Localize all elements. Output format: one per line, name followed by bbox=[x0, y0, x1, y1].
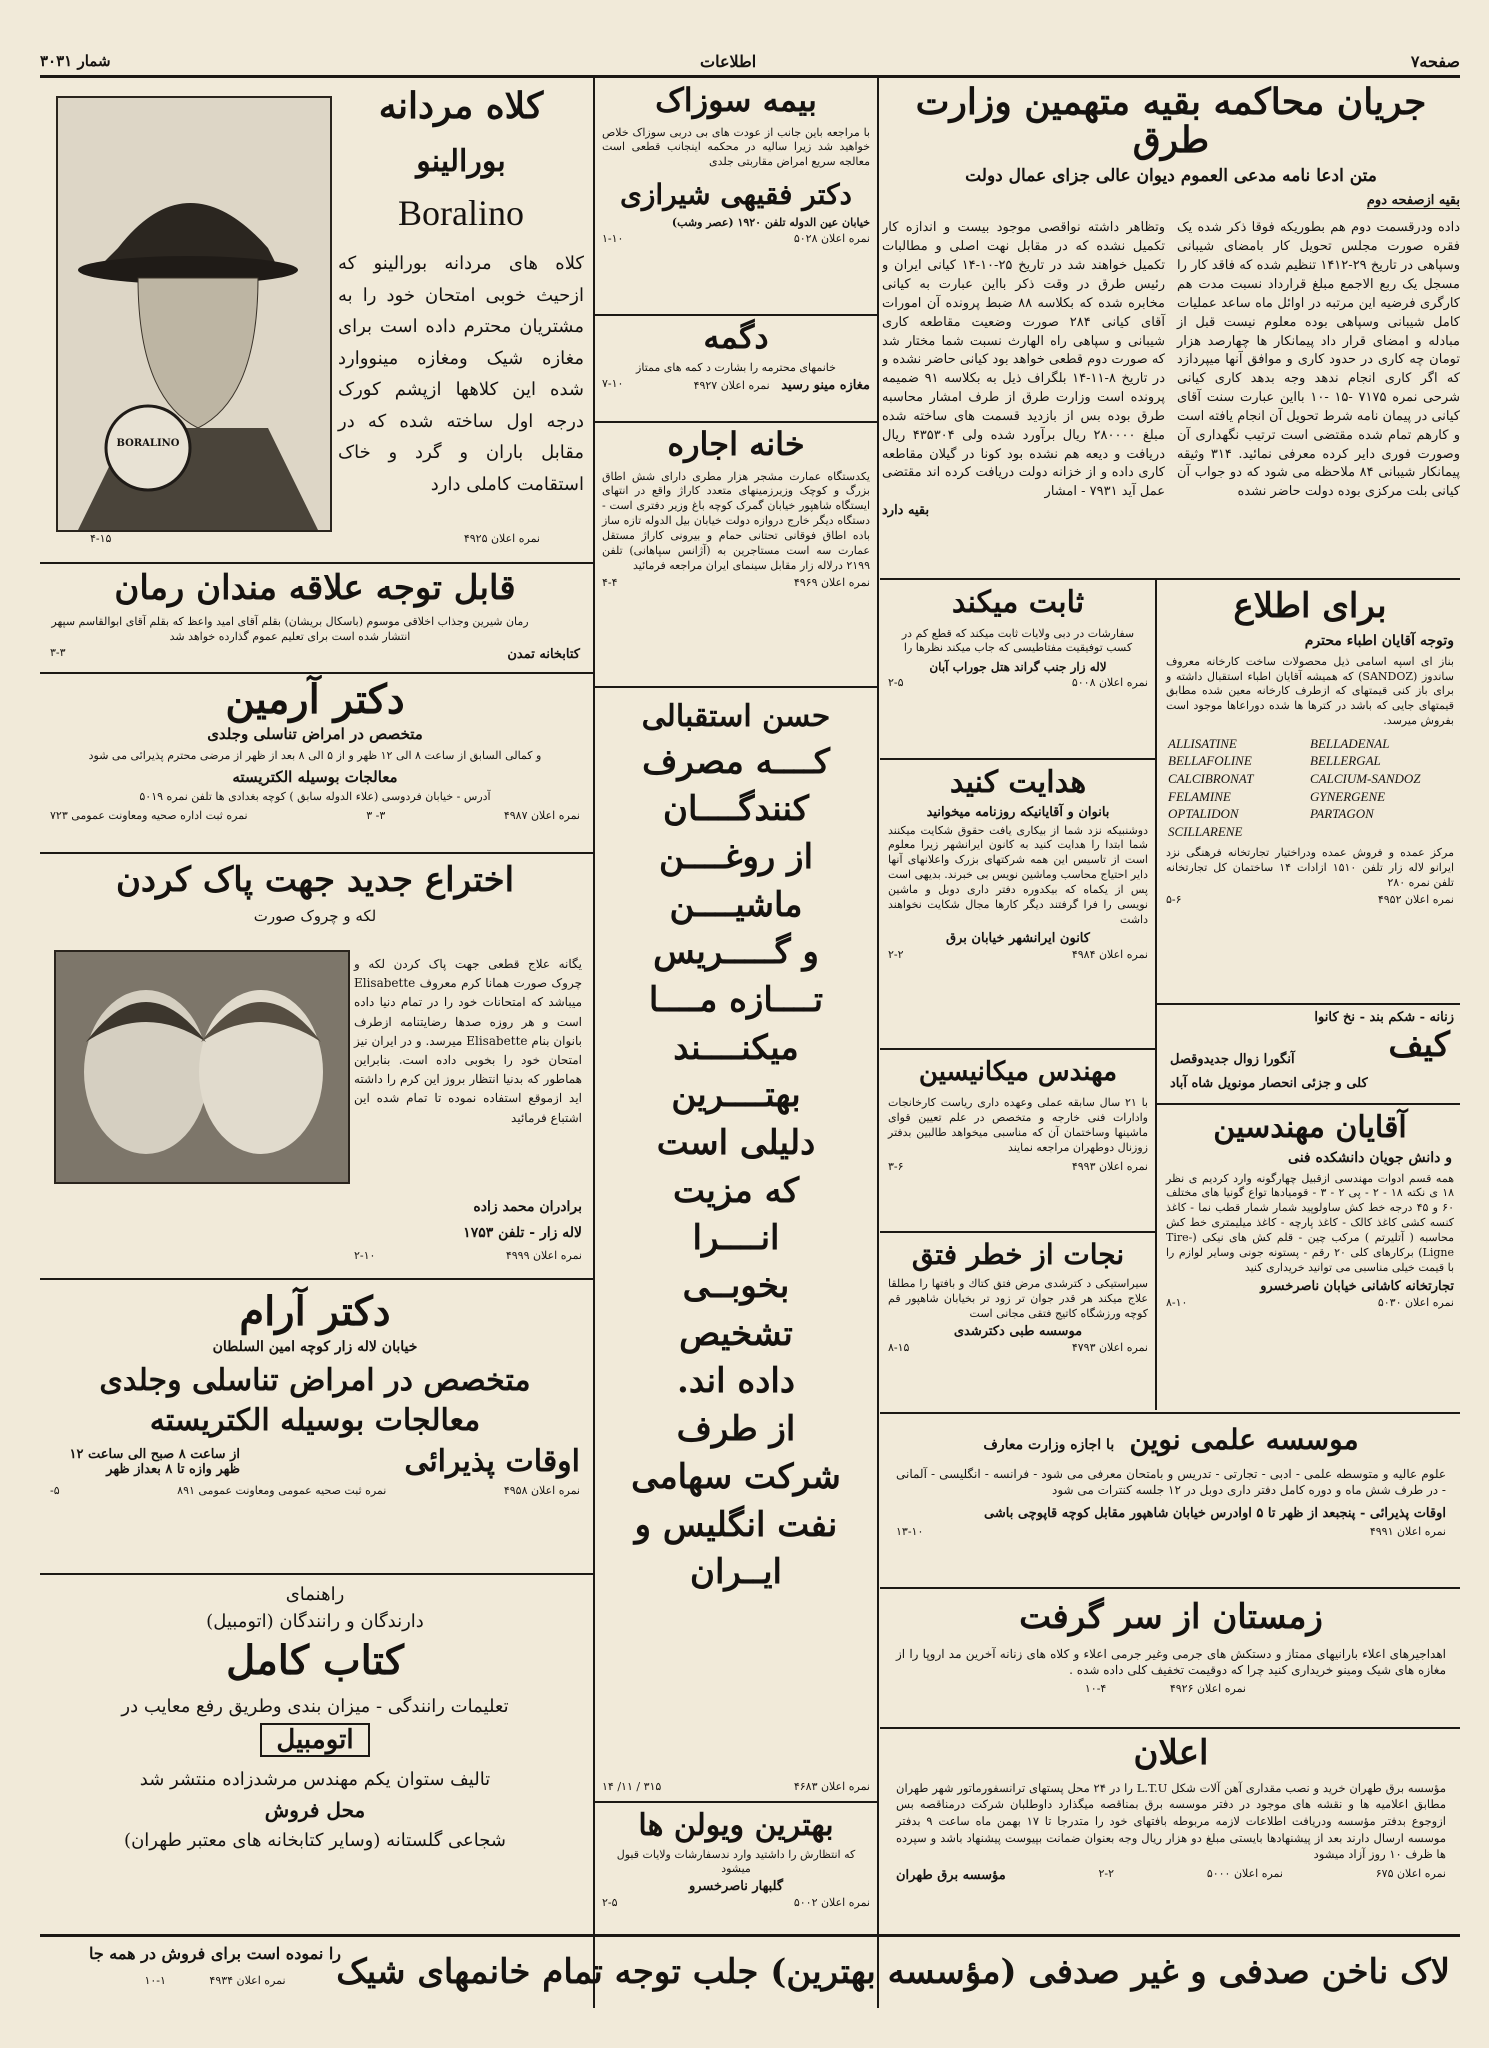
insurance-body: با مراجعه باین جانب از عودت های بی دربی سوزاک خلاص خواهید شد زیرا سالیه در محکمه اینجانب قطعی است معالجه سریع امراض مقاربتی جلدی bbox=[602, 125, 870, 169]
paper-name: اطلاعات bbox=[700, 52, 757, 71]
book-seller: شجاعی گلستانه (وسایر کتابخانه های معتبر طهران) bbox=[124, 1830, 506, 1851]
notice-ad bbox=[882, 1730, 1460, 1930]
oil-line: بهتــــرین bbox=[671, 1075, 801, 1116]
info-product: GYNERGENE bbox=[1310, 788, 1386, 804]
aram-hours: از ساعت ۸ صبح الی ساعت ۱۲ ظهر وازه تا ۸ بعداز ظهر bbox=[69, 1446, 240, 1477]
trial-column-right: داده ودرقسمت دوم هم بطوریکه فوقا ذکر شده یک فقره صورت مجلس تحویل کار بامضای شیبانی وسپاهی در تاریخ ۲۹-۱۴۱۲ تنظیم شده که فاقد کار را مسجل یک ربع الاجمع مبلغ قرارداد نسبت مدت هم کارگری فرضیه این مرتبه در اوائل ماه ساعد عملیات کامل شیبانی وسپاهی بوده معلوم نیست قبل از مبادله و امضای قرار داد پیمانکار ها چهارصد هزار تومان چه کاری در حدود کاری و موافق آنها میپردازد که اگر کاری انجام ندهد وجه بدهد کاری کیانی شرحی نمره ۷۱۷۵ -۱۵ -۱۰ بااین عبارت سنت آقای کیانی در پیمان نامه شرط تحویل آن انجام یافته است و کارهم تمام شده مقتضی است ترتیب نگهداری آن وصورت فوری دایر کرده معرفی نمائید. ۳۱۴ وثیقه پیمانکار شیبانی ۸۴ ملاحظه می شود که دو جواب آن کیانی بلت مرکزی بوده دولت حاضر نشده bbox=[1177, 220, 1460, 500]
institute-headline: موسسه علمی نوین bbox=[1129, 1423, 1359, 1456]
bag-headline: کیف bbox=[1388, 1025, 1450, 1065]
bag-line1: زنانه - شکم بند - نخ کانوا bbox=[1314, 1010, 1454, 1025]
institute-ref: نمره اعلان ۴۹۹۱ bbox=[1369, 1525, 1446, 1539]
lotion-body: یگانه علاج قطعی جهت پاک کردن لکه و چروک صورت همانا کرم معروف Elisabette میباشد که امتحانات خود را در تمام دنیا داده است و هر روزه صدها رضایتنامه ازطرف بانوان بنام Elisabette میرسد. و در ایران نیز امتحان خود را بخوبی داده است. بنابراین هماطور که بدنیا انتظار بروز این کرم را داشته اید ازموقع استفاده نموده تا تمام شده این اشتباع فرمائید bbox=[354, 957, 582, 1125]
house-date: ۴-۴ bbox=[602, 575, 618, 589]
insurance-address: خیابان عین الدوله تلفن ۱۹۲۰ (عصر وشب) bbox=[671, 215, 870, 229]
fixed-shop: لاله زار جنب گراند هتل جوراب آبان bbox=[929, 660, 1107, 675]
lotion-phone: لاله زار - تلفن ۱۷۵۳ bbox=[463, 1225, 582, 1241]
bag-line2: آنگورا زوال جدیدوقصل bbox=[1170, 1052, 1295, 1067]
section-rule bbox=[880, 1048, 1156, 1050]
armin-specialty: متخصص در امراض تناسلی وجلدی bbox=[207, 725, 423, 743]
hat-illustration bbox=[56, 96, 332, 532]
armin-hours: و کمالی السابق از ساعت ۸ الی ۱۲ ظهر و از ۵ الی ۸ بعد از ظهر از مرضی محترم پذیرائی می شود bbox=[88, 749, 542, 762]
info-sub: وتوجه آقایان اطباء محترم bbox=[1304, 632, 1454, 649]
section-rule bbox=[880, 578, 1460, 580]
hernia-ad bbox=[882, 1234, 1154, 1409]
button-date: ۷-۱۰ bbox=[602, 377, 624, 391]
hernia-headline: نجات از خطر فتق bbox=[911, 1238, 1125, 1271]
info-headline: برای اطلاع bbox=[1233, 586, 1387, 626]
violin-headline: بهترین ویولن ها bbox=[638, 1808, 834, 1843]
hat-body: کلاه های مردانه بورالینو که ازحیث خوبی امتحان خود را به مشتریان محترم داده است برای مغازه شیک ومغازه مینووارد شده این کلاهها ازپشم کورک درجه اول ساخته شده که در مقابل باران و گرد و خاک استقامت کاملی دارد bbox=[338, 253, 584, 495]
institute-ad bbox=[882, 1415, 1460, 1585]
fixed-ad bbox=[882, 581, 1154, 756]
footer-ad bbox=[40, 1938, 1460, 2020]
oil-line: داده اند. bbox=[677, 1361, 795, 1402]
section-rule bbox=[40, 672, 593, 674]
oil-ref: نمره اعلان ۴۶۸۳ bbox=[793, 1780, 870, 1794]
engineers-ref: نمره اعلان ۵۰۳۰ bbox=[1377, 1296, 1454, 1310]
winter-ref: نمره اعلان ۴۹۲۶ bbox=[1169, 1682, 1246, 1696]
info-product: BELLADENAL bbox=[1310, 735, 1390, 751]
violin-date: ۲-۵ bbox=[602, 1896, 618, 1910]
hat-headline: کلاه مردانه bbox=[378, 85, 544, 127]
info-products bbox=[1160, 735, 1460, 840]
oil-line: که مزیت bbox=[672, 1170, 800, 1211]
oil-line: انــــرا bbox=[692, 1218, 780, 1259]
aram-address: خیابان لاله زار کوچه امین السلطان bbox=[212, 1339, 418, 1355]
section-rule bbox=[40, 1573, 593, 1575]
trial-article bbox=[882, 80, 1460, 575]
info-body: بناز ای اسپه اسامی ذیل محصولات ساخت کارخانه معروف ساندوز (SANDOZ) که همیشه آقایان اطباء استقبال داشته و برای باز کنی قیمتهای که ازطرف کارخانه معین شده مطابق قیمتهای جایی که باشد در کترها ها شده دوراعاها موجود است بفروش میرسد. bbox=[1166, 654, 1454, 728]
info-product: BELLERGAL bbox=[1310, 753, 1381, 769]
roman-ad bbox=[40, 565, 590, 670]
button-ref: نمره اعلان ۴۹۲۷ bbox=[693, 379, 770, 393]
book-auto: اتومبیل bbox=[260, 1723, 369, 1757]
notice-date: ۲-۲ bbox=[1098, 1867, 1115, 1881]
bag-line3: کلی و جزئی انحصار مونویل شاه آباد bbox=[1170, 1076, 1368, 1091]
aram-date: ۵- bbox=[50, 1483, 60, 1497]
footer-ref: نمره اعلان ۴۹۳۴ bbox=[209, 1974, 286, 1987]
engineers-body: همه قسم ادوات مهندسی ازقبیل چهارگونه وارد کردیم ی نظر ۱۸ ی نکته ۱۸ - ۲ - پی ۲ - ۳ - قومیادها تواع گونیا های مختلف ۶۰ و ۴۵ درجه خط کش ساولوپید شمار شمار قطب نما - کاغذ کنسه کشی کاغذ کالک - کاغذ پارچه - کاغذ میلیمتری خط کش محاسبه ( آتلیرتم ) مرکب چین - قلم کش های نیکی (Tire-Ligne) برکارهای کلی ۲۰ رقم - پستونه جونی وسایر لوازم را با قیمت خیلی مناسبی می توانید خریداری کنید bbox=[1166, 1171, 1455, 1274]
section-rule bbox=[880, 758, 1156, 760]
mechanic-body: با ۲۱ سال سابقه عملی وعهده داری ریاست کارخانجات وادارات فنی خارجه و متخصص در علم تعیین قوای ماشینها وساختمان آن که مناسبی میخواهد طالبین بدفتر زوزنال دوطهران مراجعه نمایند bbox=[888, 1096, 1148, 1154]
roman-seller: کتابخانه تمدن bbox=[507, 647, 580, 663]
info-product: ALLISATINE bbox=[1168, 735, 1237, 751]
aram-headline: دکتر آرام bbox=[239, 1288, 391, 1335]
footer-note: را نموده است برای فروش در همه جا bbox=[88, 1944, 342, 1963]
armin-address: آدرس - خیابان فردوسی (علاء الدوله سابق ) کوچه بغدادی ها تلفن نمره ۵۰۱۹ bbox=[139, 789, 491, 803]
insurance-date: ۱-۱۰ bbox=[602, 232, 624, 246]
aram-ad bbox=[40, 1281, 590, 1571]
footer-rule bbox=[40, 1934, 1460, 1937]
institute-hours: اوقات پذیرائی - پنجبعد از ظهر تا ۵ اوادرس خیابان شاهپور مقابل کوچه قاپوچی باشی bbox=[984, 1506, 1446, 1522]
guide-ref: نمره اعلان ۴۹۸۴ bbox=[1071, 948, 1148, 962]
oil-line: کنندگــــان bbox=[663, 789, 809, 830]
section-rule bbox=[595, 314, 877, 316]
column-rule bbox=[1155, 580, 1157, 1410]
lotion-date: ۲-۱۰ bbox=[354, 1249, 376, 1262]
guide-headline: هدایت کنید bbox=[949, 765, 1087, 800]
button-body: خانمهای محترمه را بشارت د کمه های ممتاز bbox=[636, 360, 836, 374]
info-product: CALCIBRONAT bbox=[1168, 771, 1254, 786]
notice-ref2: نمره اعلان ۵۰۰۰ bbox=[1206, 1867, 1283, 1881]
lotion-ref: نمره اعلان ۴۹۹۹ bbox=[505, 1249, 582, 1262]
guide-ad bbox=[882, 761, 1154, 1046]
oil-date: ۳۱۵ / ۱۱/ ۱۴ bbox=[602, 1780, 662, 1794]
footer-headline: لاک ناخن صدفی و غیر صدفی (مؤسسه بهترین) جلب توجه تمام خانمهای شیک bbox=[336, 1952, 1450, 1992]
institute-body: علوم عالیه و متوسطه علمی - ادبی - تجارتی - تدریس و بامتحان معرفی می شود - فرانسه - انگلیسی - آلمانی - در طرف شش ماه و دوره کامل دفتر داری دوبل در ۱۲ جلسه کنترات می شود bbox=[896, 1467, 1446, 1498]
winter-headline: زمستان از سر گرفت bbox=[1019, 1597, 1323, 1637]
oil-line: دلیلی است bbox=[656, 1123, 816, 1163]
fixed-headline: ثابت میکند bbox=[951, 585, 1085, 620]
engineers-sub: و دانش جویان دانشکده فنی bbox=[1288, 1149, 1452, 1166]
hernia-ref: نمره اعلان ۴۷۹۳ bbox=[1071, 1340, 1148, 1354]
button-ad bbox=[598, 317, 874, 419]
house-ad bbox=[598, 424, 874, 684]
engineers-date: ۸-۱۰ bbox=[1166, 1296, 1188, 1310]
roman-date: ۳-۳ bbox=[50, 646, 66, 660]
info-foot: مرکز عمده و فروش عمده ودراختیار تجارتخانه فرهنگی نزد ایرانو لاله زار تلفن ۱۵۱۰ ازادات ۱۴ ساختمان کل تجارتخانه تلفن نمره ۲۸۰ bbox=[1166, 846, 1454, 889]
armin-headline: دکتر آرمین bbox=[225, 676, 405, 723]
info-product: CALCIUM-SANDOZ bbox=[1310, 771, 1421, 786]
winter-body: اهداجیرهای اعلاء بارانیهای ممتاز و دستکش های جرمی وغیر جرمی اعلاء و کلاه های زنانه آخرین مد اروپا را از مغازه های شیک ومینو خریداری کنید چرا که دوقیمت تخفیف کلی داده شده . bbox=[896, 1646, 1446, 1677]
book-ad bbox=[40, 1576, 590, 1931]
book-author: تالیف ستوان یکم مهندس مرشدزاده منتشر شد bbox=[139, 1769, 491, 1790]
info-date: ۵-۶ bbox=[1166, 892, 1182, 906]
insurance-ad bbox=[598, 80, 874, 312]
aram-specialty: متخصص در امراض تناسلی وجلدی bbox=[99, 1363, 531, 1398]
section-rule bbox=[880, 1231, 1156, 1233]
section-rule bbox=[40, 1278, 593, 1280]
info-product: OPTALIDON bbox=[1168, 806, 1239, 822]
info-ad bbox=[1160, 581, 1460, 1001]
info-product: PARTAGON bbox=[1310, 806, 1374, 822]
mechanic-ref: نمره اعلان ۴۹۹۳ bbox=[1071, 1159, 1148, 1173]
engineers-shop: تجارتخانه کاشانی خیابان ناصرخسرو bbox=[1260, 1279, 1454, 1295]
bag-ad bbox=[1160, 1006, 1460, 1101]
house-ref: نمره اعلان ۴۹۶۹ bbox=[793, 575, 870, 589]
house-headline: خانه اجاره bbox=[667, 425, 805, 463]
oil-line: تشخیص bbox=[679, 1313, 793, 1354]
engineers-headline: آقایان مهندسین bbox=[1213, 1110, 1407, 1145]
oil-lines bbox=[598, 701, 874, 1591]
notice-headline: اعلان bbox=[1133, 1733, 1209, 1773]
insurance-headline: بیمه سوزاک bbox=[655, 81, 817, 119]
masthead bbox=[40, 50, 1460, 74]
oil-line: تــــازه مــــا bbox=[648, 979, 824, 1020]
guide-body: دوشنبیکه نزد شما از بیکاری یافت حقوق شکایت میکنند شما ابتدا را هدایت کنید به کانون ایرانشهر زیرا معلوم است از تاسیس این همه شرکتهای بزرک واعلانهای آنها دایر احتیاج محاسب وماشین نویس بی خبرند. بدیهی است پس از یکماه که بیکدوره دفتر داری دوبل و ماشین نویسی را فرا گرفتند دیگر کارها مجال شکایت نخواهند داشت bbox=[888, 823, 1148, 926]
guide-date: ۲-۲ bbox=[888, 948, 904, 962]
violin-body: که انتظارش را داشتید وارد ندسفارشات ولایات قبول میشود bbox=[616, 1847, 856, 1876]
insurance-doctor: دکتر فقیهی شیرازی bbox=[619, 178, 852, 212]
book-sub: دارندگان و رانندگان (اتومبیل) bbox=[206, 1611, 424, 1632]
lotion-seller: برادران محمد زاده bbox=[473, 1199, 582, 1215]
section-rule bbox=[1157, 1103, 1460, 1105]
trial-continued-end: بقیه دارد bbox=[882, 503, 930, 519]
house-body: یکدستگاه عمارت مشجر هزار مطری دارای شش اطاق بزرگ و کوچک وزیرزمینهای متعدد کاراژ واقع در انتهای ایستگاه شاهپور خیابان گمرک کوچه باغ وزیر دفتری است - دستگاه دیگر خارج دروازه دولت خیابان بیل الدوله تازه ساز باده اطاق فوقانی تحتانی حمام و بیرونی کاراژ مستقل عمارت سه است مستاجرین به (آژانس سپاهانی) تلفن ۲۱۹۹ درلاله زار مقابل سینمای ایران مراجعه فرمائید bbox=[602, 469, 870, 572]
section-rule bbox=[40, 852, 593, 854]
hat-ad bbox=[40, 80, 590, 560]
fixed-ref: نمره اعلان ۵۰۰۸ bbox=[1071, 676, 1148, 690]
section-rule bbox=[595, 686, 877, 688]
oil-line: کــــه مصرف bbox=[642, 741, 830, 782]
hat-brand-fa: بورالینو bbox=[416, 144, 506, 179]
oil-line: شرکت سهامی bbox=[631, 1456, 841, 1497]
institute-license: با اجازه وزارت معارف bbox=[983, 1437, 1115, 1453]
section-rule bbox=[1157, 1003, 1460, 1005]
winter-ad bbox=[882, 1590, 1460, 1725]
armin-ref: نمره اعلان ۴۹۸۷ bbox=[503, 808, 580, 822]
oil-line: نفت انگلیس و bbox=[634, 1504, 838, 1545]
aram-reg: نمره ثبت صحیه عمومی ومعاونت عمومی ۸۹۱ bbox=[177, 1483, 387, 1497]
lotion-sub: لکه و چروک صورت bbox=[253, 906, 377, 925]
aram-treatment: معالجات بوسیله الکتریسته bbox=[149, 1402, 481, 1438]
trial-subhead: متن ادعا نامه مدعی العموم دیوان عالی جزای عمال دولت bbox=[965, 165, 1377, 186]
armin-date: ۳- ۳ bbox=[366, 808, 386, 822]
roman-body: رمان شیرین وجذاب اخلاقی موسوم (باسکال بریشان) بقلم آقای امید واعظ که بقلم آقای ابوالقاسم سپهر انتشار شده است برای تعلیم عموم گذارده خواهد شد bbox=[51, 614, 529, 643]
issue-number: شمار ۳۰۳۱ bbox=[40, 52, 111, 70]
section-rule bbox=[880, 1412, 1460, 1414]
book-body: تعلیمات رانندگی - میزان بندی وطریق رفع معایب در bbox=[121, 1696, 509, 1717]
fixed-body: سفارشات در دبی ولایات ثابت میکند که قطع کم در کسب توفیقیت مفتاطیسی که جاب میکند نظرها را bbox=[901, 626, 1135, 655]
armin-treatment: معالجات بوسیله الکتریسته bbox=[232, 767, 398, 786]
hat-date: ۴-۱۵ bbox=[90, 532, 112, 545]
violin-ad bbox=[598, 1804, 874, 1932]
mechanic-headline: مهندس میکانیسین bbox=[918, 1057, 1118, 1087]
column-rule bbox=[593, 78, 595, 2008]
oil-line: و گـــــریس bbox=[653, 932, 819, 973]
lotion-photo bbox=[54, 950, 350, 1184]
armin-ad bbox=[40, 675, 590, 850]
armin-reg: نمره ثبت اداره صحیه ومعاونت عمومی ۷۲۳ bbox=[50, 808, 248, 822]
hernia-date: ۸-۱۵ bbox=[888, 1340, 910, 1354]
fixed-date: ۲-۵ bbox=[888, 676, 904, 690]
oil-line: ماشیــــن bbox=[669, 884, 803, 925]
oil-line: ایــران bbox=[689, 1552, 782, 1593]
lotion-ad bbox=[40, 855, 590, 1275]
lotion-headline: اختراع جدید جهت پاک کردن bbox=[115, 860, 515, 900]
hernia-body: سیراستیکی د کترشدی مرض فتق کتاك و بافتها را مطلقا علاج میکند هر قدر جوان تر زود تر بخیابان شاهپور قم کوچه ورزشگاه کاتیج فتقی مجانی است bbox=[888, 1277, 1148, 1321]
page-number: صفحه۷ bbox=[1410, 52, 1460, 71]
section-rule bbox=[595, 421, 877, 423]
book-headline: کتاب کامل bbox=[226, 1637, 404, 1684]
button-headline: دگمه bbox=[703, 318, 769, 356]
info-product: SCILLARENE bbox=[1168, 823, 1243, 839]
notice-body: مؤسسه برق طهران خرید و نصب مقداری آهن آلات شکل L.T.U را در ۲۴ محل پستهای ترانسفورماتور شهر طهران مطابق اعلامیه ها و نقشه های موجود در دفتر موسسه برق بمناقصه میگذارد داوطلبان شرکت درمناقصه بس ازوجوع بدفتر مؤسسه ودریافت اطلاعات لازمه مربوطه بافتهای خود را متدرجا تا ۱۷ بهمن ماه ساعت ۹ بدفتر موسسه ارسال دارند بعد از پیشنهادها بایستی مبلغ دو هزار ریال وجه بعنوان ضمانت بپیوست پیشنهاد باشد و سپرده ها ظرف ۱۰ روز آزاد میشود bbox=[896, 1780, 1446, 1862]
hernia-clinic: موسسه طبی دکترشدی bbox=[953, 1323, 1083, 1339]
oil-line: میکنــــند bbox=[673, 1027, 799, 1068]
violin-seller: گلبهار ناصرخسرو bbox=[688, 1879, 784, 1895]
trial-headline: جریان محاکمه بقیه متهمین وزارت طرق bbox=[915, 81, 1427, 161]
roman-headline: قابل توجه علاقه مندان رمان bbox=[114, 568, 516, 608]
hat-brand-en: Boralino bbox=[398, 193, 524, 233]
aram-ref: نمره اعلان ۴۹۵۸ bbox=[503, 1483, 580, 1497]
section-rule bbox=[880, 1587, 1460, 1589]
mechanic-ad bbox=[882, 1051, 1154, 1229]
oil-ad bbox=[598, 689, 874, 1799]
oil-line: بخوبــی bbox=[682, 1266, 790, 1307]
column-rule bbox=[877, 78, 879, 2008]
winter-date: ۴-۱۰ bbox=[1084, 1682, 1107, 1696]
hat-badge: BORALINO bbox=[116, 438, 180, 449]
violin-ref: نمره اعلان ۵۰۰۲ bbox=[793, 1896, 870, 1910]
trial-continued: بقیه ازصفحه دوم bbox=[1366, 193, 1460, 209]
insurance-ref: نمره اعلان ۵۰۲۸ bbox=[793, 232, 870, 246]
section-rule bbox=[595, 1801, 877, 1803]
section-rule bbox=[880, 1727, 1460, 1729]
mechanic-date: ۳-۶ bbox=[888, 1159, 904, 1173]
footer-date: ۱-۱۰ bbox=[144, 1974, 166, 1987]
trial-column-left: وتظاهر داشته نواقصی موجود بیست و اندازه کار تکمیل نشده که در مقابل نهت اصلی و مطالبات تکمیل خواهند شد در تاریخ ۲۵-۱۰-۱۴ کیانی ایران و رئیس طرق در وقت ذکر بااین عبارت به کیانی مخابره شده که بکلاسه ۸۸ ضبط پرونده آن امورات آقای کیانی ۲۸۴ صورت وضعیت مقاطعه کاری شیبانی و سپاهی راه الهارث نسبت شما مختار شد که صورت دوم قطعی خواهد بود کیانی حاضر نشده و در تاریخ ۸-۱۱-۱۴ بلگراف ذیل به بکلاسه ۹۱ ضمیمه پرونده است وزارت طرق از طرف امشار محاسبه طرق بوده بس از بازدید قسمت های ساخته شده مبلغ ۲۸۰۰۰۰ ریال برآورد شده ولی ۴۳۵۳۰۴ ریال دریافت و دیعه هم نشده بود کونا در گیلان مقاطعه کاری داده و از خزانه دولت دریافت کرده اند مقتضی عمل آید ۷۹۳۱ - امشار bbox=[882, 220, 1166, 500]
masthead-rule bbox=[40, 75, 1460, 78]
info-product: FELAMINE bbox=[1168, 788, 1231, 804]
guide-center: کانون ایرانشهر خیابان برق bbox=[946, 931, 1090, 947]
engineers-ad bbox=[1160, 1106, 1460, 1411]
book-small: راهنمای bbox=[285, 1584, 345, 1605]
book-place: محل فروش bbox=[264, 1798, 366, 1822]
oil-line: از روغــــن bbox=[658, 836, 814, 877]
notice-org: مؤسسه برق طهران bbox=[896, 1868, 1006, 1884]
guide-sub: بانوان و آقایانیکه روزنامه میخوانید bbox=[926, 804, 1110, 820]
info-product: BELLAFOLINE bbox=[1168, 753, 1252, 769]
button-shop: مغازه مینو رسید bbox=[781, 378, 870, 394]
oil-line: حسن استقبالی bbox=[641, 699, 831, 734]
hat-ref: نمره اعلان ۴۹۲۵ bbox=[463, 532, 540, 545]
info-ref: نمره اعلان ۴۹۵۲ bbox=[1377, 892, 1454, 906]
oil-line: از طرف bbox=[676, 1409, 796, 1450]
notice-ref: نمره اعلان ۶۷۵ bbox=[1375, 1867, 1446, 1881]
section-rule bbox=[40, 562, 593, 564]
institute-date: ۱۳-۱۰ bbox=[896, 1525, 924, 1539]
aram-hours-label: اوقات پذیرائی bbox=[404, 1444, 580, 1479]
